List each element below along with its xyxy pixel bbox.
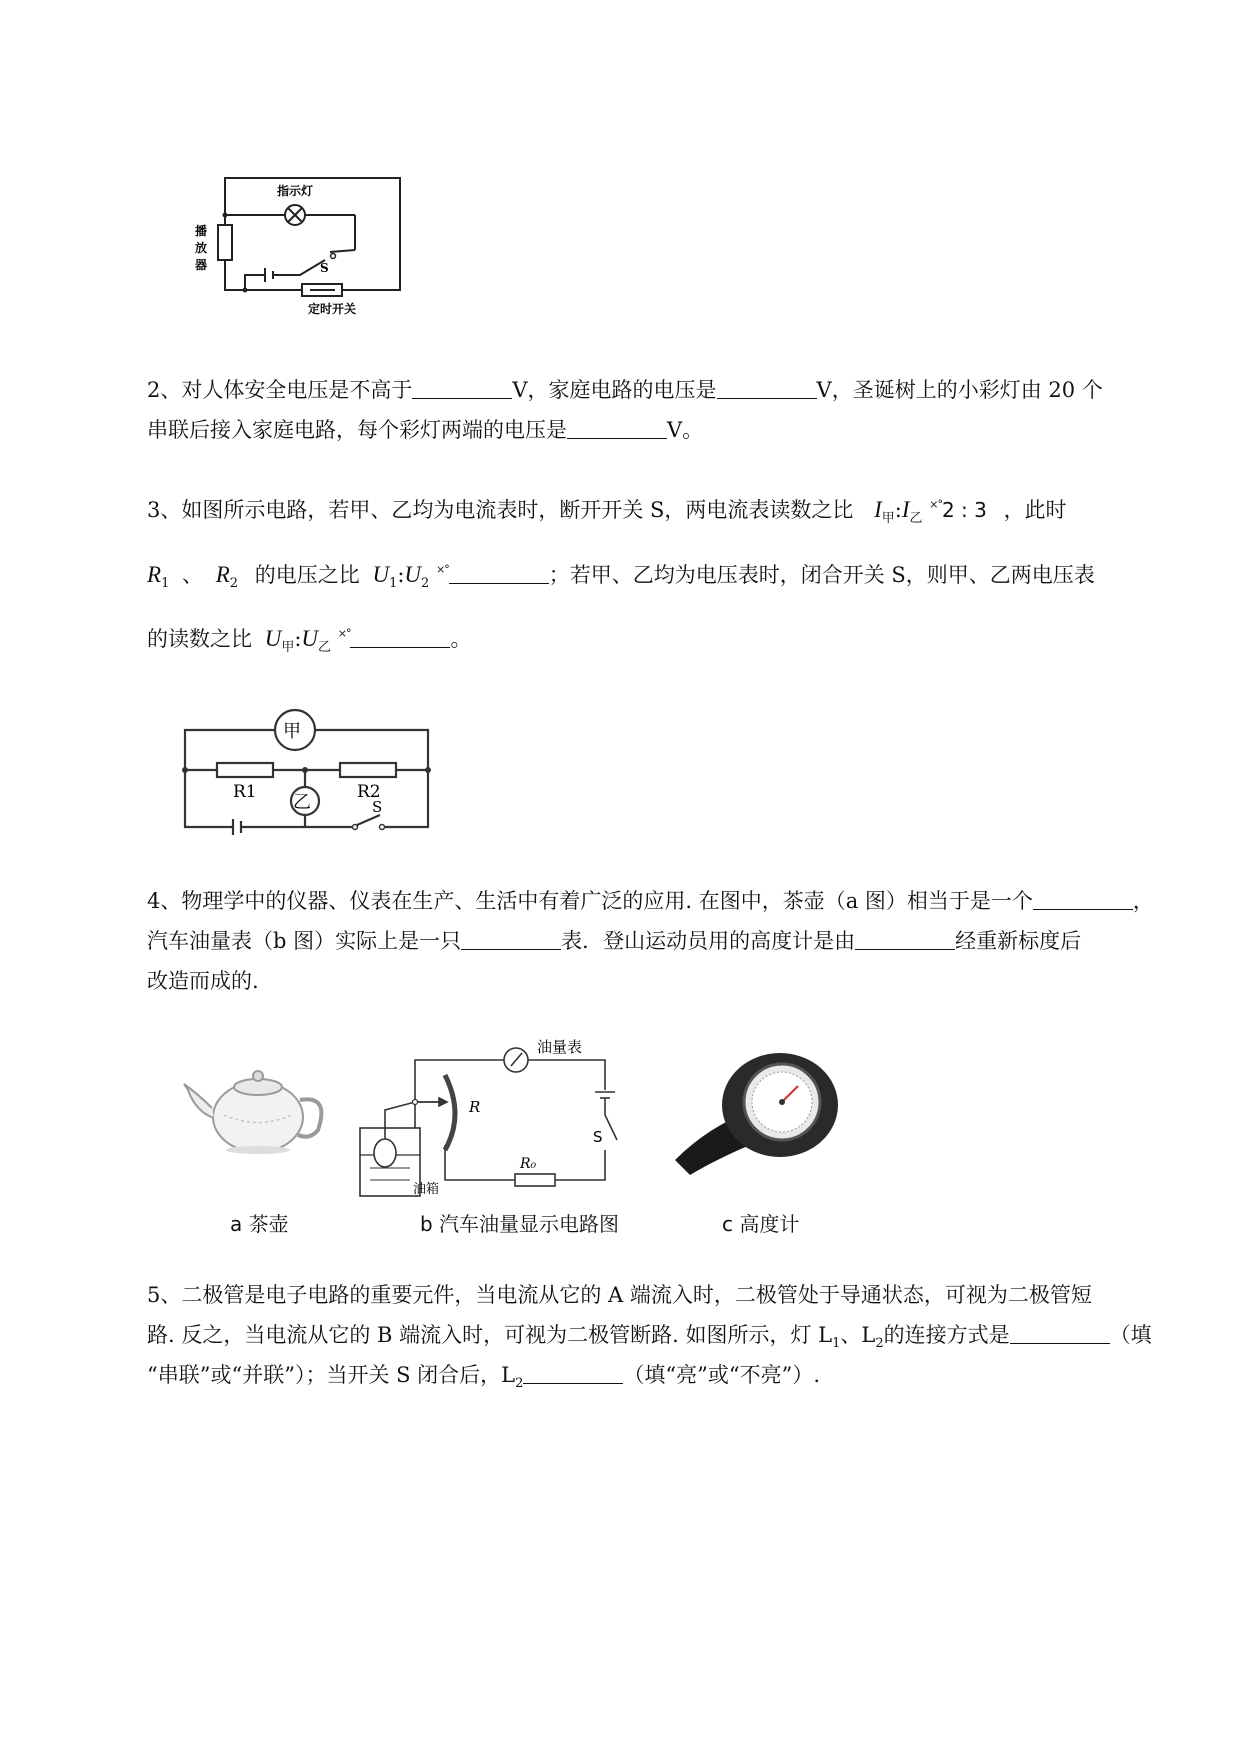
q3-ocr-mark-3: ×° bbox=[337, 627, 351, 640]
caption-a: a 茶壶 bbox=[230, 1212, 289, 1236]
q5-blank-1[interactable] bbox=[1010, 1325, 1110, 1344]
q3-u1-sub: 1 bbox=[389, 576, 398, 591]
switch-s-label: S bbox=[372, 798, 383, 816]
q3-text-a: 3、如图所示电路，若甲、乙均为电流表时，断开开关 S，两电流表读数之比 bbox=[147, 498, 854, 522]
q4-blank-2[interactable] bbox=[461, 931, 561, 950]
q3-r1-sub: 1 bbox=[161, 576, 170, 591]
oil-gauge-circuit-figure bbox=[355, 1040, 645, 1210]
q5-l2-sub: 2 bbox=[875, 1336, 884, 1351]
q2-text-e: V。 bbox=[667, 418, 704, 442]
altimeter-figure bbox=[670, 1050, 840, 1180]
timer-circuit-figure bbox=[185, 170, 415, 320]
q5-text-g: （填“亮”或“不亮”）. bbox=[623, 1363, 821, 1387]
q3-u2: U bbox=[404, 562, 422, 587]
q5-l1-sub: 1 bbox=[832, 1336, 841, 1351]
q3-u-yi: U bbox=[301, 626, 319, 651]
speaker-label-1: 播 bbox=[195, 224, 208, 238]
q2-blank-1[interactable] bbox=[412, 380, 512, 399]
teapot-figure bbox=[180, 1060, 330, 1160]
q2-blank-3[interactable] bbox=[567, 420, 667, 439]
q3-sub-jia: 甲 bbox=[881, 511, 895, 526]
q3-line-3 bbox=[147, 621, 471, 661]
q3-u2-sub: 2 bbox=[421, 576, 430, 591]
q4-text-e: 经重新标度后 bbox=[955, 929, 1082, 953]
speaker-label-2: 放 bbox=[195, 241, 208, 255]
q2-text-b: V，家庭电路的电压是 bbox=[512, 378, 717, 402]
caption-c: c 高度计 bbox=[722, 1212, 800, 1236]
switch-label: S bbox=[320, 261, 329, 275]
oil-switch-label: S bbox=[593, 1128, 603, 1146]
q3-r2-sub: 2 bbox=[229, 576, 239, 591]
q3-text-d: ；若甲、乙均为电压表时，闭合开关 S，则甲、乙两电压表 bbox=[548, 563, 1095, 587]
q3-r2: R bbox=[215, 562, 230, 587]
q4-text-a: 4、物理学中的仪器、仪表在生产、生活中有着广泛的应用. 在图中，茶壶（a 图）相当于是一个 bbox=[147, 889, 1033, 913]
q3-r1: R bbox=[147, 562, 162, 587]
q3-ocr-mark-1: ×° bbox=[929, 498, 942, 511]
q4-text-b: ， bbox=[1132, 889, 1154, 913]
meter-yi-label: 乙 bbox=[293, 792, 311, 813]
q2-text-d: 串联后接入家庭电路，每个彩灯两端的电压是 bbox=[147, 418, 567, 442]
q2-line-1 bbox=[147, 377, 1103, 403]
q4-line-3 bbox=[147, 968, 259, 994]
r1-label: R1 bbox=[233, 782, 257, 802]
q2-line-2 bbox=[147, 417, 703, 443]
q3-ocr-mark-2: ×° bbox=[436, 563, 449, 576]
q3-text-f: 。 bbox=[450, 627, 472, 651]
q4-text-f: 改造而成的. bbox=[147, 969, 259, 993]
q3-u-jia: U bbox=[264, 626, 282, 651]
q5-text-c: 、L bbox=[840, 1323, 876, 1347]
q4-blank-3[interactable] bbox=[855, 931, 955, 950]
q2-text-a: 2、对人体安全电压是不高于 bbox=[147, 378, 413, 402]
q3-sub-yi: 乙 bbox=[909, 511, 923, 526]
meter-jia-label: 甲 bbox=[283, 721, 301, 742]
q3-sep: 、 bbox=[182, 563, 204, 587]
q3-blank-2[interactable] bbox=[350, 629, 450, 648]
q5-text-a: 5、二极管是电子电路的重要元件，当电流从它的 A 端流入时，二极管处于导通状态，可视为二极管短 bbox=[147, 1283, 1092, 1307]
q3-colon-3: : bbox=[294, 627, 302, 651]
lamp-label: 指示灯 bbox=[277, 184, 314, 198]
q3-blank-1[interactable] bbox=[449, 565, 549, 584]
q5-text-e: （填 bbox=[1109, 1323, 1152, 1347]
q3-line-2 bbox=[147, 557, 1095, 597]
q3-colon-2: : bbox=[397, 563, 405, 587]
q5-text-b: 路. 反之，当电流从它的 B 端流入时，可视为二极管断路. 如图所示，灯 L bbox=[147, 1323, 833, 1347]
q3-colon-1: : bbox=[894, 498, 902, 522]
q2-blank-2[interactable] bbox=[717, 380, 817, 399]
fixed-resistor-label: R₀ bbox=[520, 1156, 537, 1172]
q5-line-1 bbox=[147, 1282, 1092, 1308]
q5-blank-2[interactable] bbox=[523, 1365, 623, 1384]
q3-text-e: 的读数之比 bbox=[147, 627, 252, 651]
q4-text-d: 表．登山运动员用的高度计是由 bbox=[561, 929, 856, 953]
timer-label: 定时开关 bbox=[308, 302, 357, 316]
speaker-label-3: 器 bbox=[195, 258, 208, 272]
q3-u1: U bbox=[372, 562, 390, 587]
q5-text-f: “串联”或“并联”）；当开关 S 闭合后，L bbox=[147, 1363, 516, 1387]
q3-line-1 bbox=[147, 492, 1067, 532]
q3-text-c: 的电压之比 bbox=[254, 563, 360, 587]
q5-line-2 bbox=[147, 1322, 1152, 1357]
q3-u-yi-sub: 乙 bbox=[318, 640, 332, 655]
q3-ratio: 2 : 3 bbox=[941, 498, 987, 522]
q4-line-1 bbox=[147, 888, 1154, 914]
q3-text-b: ，此时 bbox=[1003, 498, 1067, 522]
q2-text-c: V，圣诞树上的小彩灯由 20 个 bbox=[816, 378, 1103, 402]
q3-i-jia: I bbox=[874, 497, 882, 522]
r2-label: R2 bbox=[357, 782, 381, 802]
q4-blank-1[interactable] bbox=[1033, 891, 1133, 910]
q3-i-yi: I bbox=[901, 497, 910, 522]
caption-b: b 汽车油量显示电路图 bbox=[420, 1212, 620, 1236]
q5-text-d: 的连接方式是 bbox=[883, 1323, 1010, 1347]
q4-line-2 bbox=[147, 928, 1081, 954]
q3-u-jia-sub: 甲 bbox=[281, 640, 295, 655]
meter-circuit-figure bbox=[175, 715, 445, 835]
q5-l2b-sub: 2 bbox=[515, 1376, 524, 1391]
variable-resistor-label: R bbox=[469, 1098, 481, 1116]
tank-label: 油箱 bbox=[413, 1182, 440, 1197]
oil-meter-label: 油量表 bbox=[537, 1038, 583, 1056]
q4-text-c: 汽车油量表（b 图）实际上是一只 bbox=[147, 929, 462, 953]
q5-line-3 bbox=[147, 1362, 820, 1397]
